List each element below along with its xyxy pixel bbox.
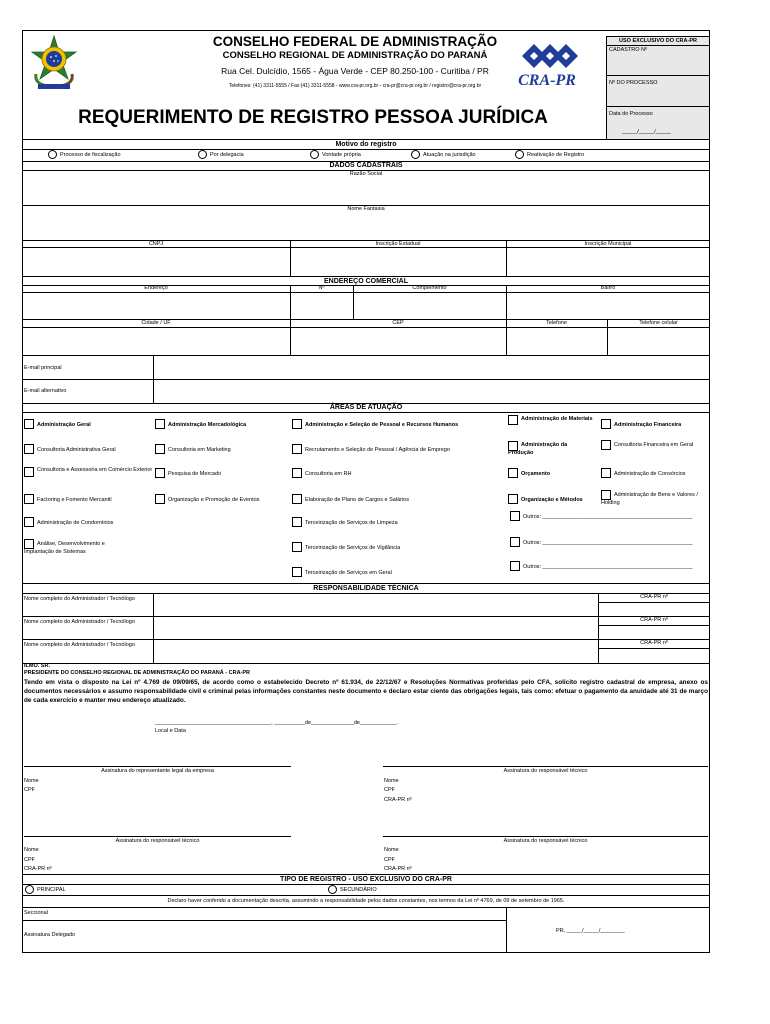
cadastro-label: CADASTRO Nº — [609, 47, 648, 53]
cep-label: CEP — [392, 320, 404, 326]
radio-principal[interactable] — [25, 885, 34, 894]
area-label: Administração Financeira — [614, 422, 682, 428]
motivo-option-label: Por delegacia — [210, 152, 244, 158]
endereco-title: ENDEREÇO COMERCIAL — [323, 278, 408, 285]
radio-reativacao-registro[interactable] — [515, 150, 524, 159]
local-data-line[interactable]: ______________________________________, __________de______________de____________. — [155, 720, 399, 726]
area-label: Consultoria Administrativa Geral — [37, 447, 116, 453]
resp-cra-label-3: CRA-PR nº — [640, 640, 668, 646]
resp-cra-label-1: CRA-PR nº — [640, 594, 668, 600]
dados-cadastrais-title: DADOS CADASTRAIS — [329, 162, 403, 169]
radio-atuacao-jurisdicao[interactable] — [411, 150, 420, 159]
bairro-label: Bairro — [600, 285, 616, 291]
checkbox-orcamento[interactable] — [508, 468, 518, 478]
declaracao-texto: Tendo em vista o disposto na Lei nº 4.769 de 09/09/65, de acordo como o estabelecido Decreto nº 61.934, de 22/12/67 e Resoluções Normativas proferidas pelo CFA, solicito registro cadastral de empresa, anexo os documentos necessários e assumo responsabilidade civil e criminal pelas informações constantes neste documento e declaro estar ciente das obrigações legais, tais como: efetuar o pagamento da anuidade até 31 de março de cada exercício e manter meu endereço atualizado. — [24, 679, 708, 704]
area-label: Orçamento — [521, 471, 551, 477]
motivo-option-label: Reativação de Registro — [527, 152, 585, 158]
bairro-field[interactable] — [507, 293, 710, 319]
area-label: Consultoria em Marketing — [168, 447, 231, 453]
outros-field-1[interactable]: Outros: _________________________________________________ — [523, 514, 693, 520]
area-label: Consultoria em RH — [305, 471, 352, 477]
rep-legal-label: Assinatura do representante legal da empresa — [101, 768, 214, 774]
resp-nome-field-1[interactable] — [154, 594, 598, 616]
inscricao-estadual-field[interactable] — [291, 248, 506, 276]
checkbox-financeira[interactable] — [601, 419, 611, 429]
complemento-field[interactable] — [354, 293, 506, 319]
motivo-option-label: Atuação na jurisdição — [423, 152, 476, 158]
resp-nome-label-2: Nome completo do Administrador / Tecnólogo — [24, 619, 135, 625]
checkbox-recrutamento[interactable] — [292, 444, 302, 454]
checkbox-promocao-eventos[interactable] — [155, 494, 165, 504]
email-principal-label: E-mail principal — [24, 365, 62, 371]
checkbox-administracao-geral[interactable] — [24, 419, 34, 429]
email-principal-field[interactable] — [154, 356, 710, 379]
secundario-label: SECUNDÁRIO — [340, 887, 377, 893]
razao-social-field[interactable] — [22, 178, 710, 205]
resp-nome-field-3[interactable] — [154, 640, 598, 663]
header-contacts: Telefones: (41) 3311-5555 / Fax:(41) 3311-5558 - www.cra-pr.org.br - cra-pr@cra-pr.org.br / registro@cra-pr.org.br — [228, 83, 482, 89]
checkbox-outros-2[interactable] — [510, 537, 520, 547]
endereco-field[interactable] — [22, 293, 290, 319]
area-label: Pesquisa de Mercado — [168, 471, 222, 477]
area-label: Consultoria Financeira em Geral — [614, 442, 694, 448]
numero-label: Nº — [318, 285, 325, 291]
nome-label-3: Nome — [24, 847, 39, 853]
razao-social-label: Razão Social — [349, 171, 383, 177]
area-label: Administração de Bens e Valores / Holding — [601, 492, 698, 506]
nome-fantasia-field[interactable] — [22, 213, 710, 240]
checkbox-outros-3[interactable] — [510, 561, 520, 571]
area-label: Administração e Seleção de Pessoal e Recursos Humanos — [305, 422, 459, 428]
outros-field-2[interactable]: Outros: _________________________________________________ — [523, 540, 693, 546]
checkbox-consultoria-rh[interactable] — [292, 468, 302, 478]
telefone-label: Telefone — [546, 320, 567, 326]
checkbox-organizacao-metodos[interactable] — [508, 494, 518, 504]
motivo-option-label: Vontade própria — [322, 152, 361, 158]
data-processo-blank[interactable]: _____/_____/_____ — [622, 129, 671, 135]
email-alternativo-label: E-mail alternativo — [24, 388, 67, 394]
resp-tecnico-label-1: Assinatura do responsável técnico — [503, 768, 588, 774]
resp-nome-field-2[interactable] — [154, 617, 598, 639]
seccional-label: Seccional — [24, 910, 48, 916]
checkbox-recursos-humanos[interactable] — [292, 419, 302, 429]
inscricao-municipal-field[interactable] — [507, 248, 710, 276]
area-label: Terceirização de Serviços de Limpeza — [305, 520, 398, 526]
checkbox-factoring[interactable] — [24, 494, 34, 504]
brasao-logo — [28, 34, 80, 92]
area-label: Terceirização de Serviços de Vigilância — [305, 545, 401, 551]
cra-label-2: CRA-PR nº — [384, 797, 412, 803]
pr-date-field[interactable]: PR, _____/_____/________ — [556, 928, 625, 934]
signature-line-resp-tecnico-3 — [383, 836, 708, 837]
resp-nome-label-1: Nome completo do Administrador / Tecnólogo — [24, 596, 135, 602]
cpf-label-1: CPF — [24, 787, 35, 793]
checkbox-condominios[interactable] — [24, 517, 34, 527]
cpf-label-2: CPF — [384, 787, 395, 793]
cpf-label-4: CPF — [384, 857, 395, 863]
area-label: Recrutamento e Seleção de Pessoal / Agência de Emprego — [305, 447, 450, 453]
signature-line-rep-legal — [24, 766, 291, 767]
header-subtitle: CONSELHO REGIONAL DE ADMINISTRAÇÃO DO PARANÁ — [222, 50, 488, 61]
signature-line-resp-tecnico-1 — [383, 766, 708, 767]
area-label: Organização e Métodos — [521, 497, 583, 503]
resp-tecnico-label-2: Assinatura do responsável técnico — [115, 838, 200, 844]
area-label: Organização e Promoção de Eventos — [168, 497, 260, 503]
endereco-label: Endereço — [144, 285, 168, 291]
motivo-option-label: Processo de fiscalização — [60, 152, 121, 158]
ilmo-label: ILMO. SR. — [24, 663, 50, 669]
checkbox-mercadologica[interactable] — [155, 419, 165, 429]
area-label: Administração da Produção — [508, 442, 568, 456]
checkbox-outros-1[interactable] — [510, 511, 520, 521]
cpf-label-3: CPF — [24, 857, 35, 863]
outros-field-3[interactable]: Outros: _________________________________________________ — [523, 564, 693, 570]
cra-pr-logo-text: CRA-PR — [518, 72, 576, 89]
checkbox-pesquisa-mercado[interactable] — [155, 468, 165, 478]
radio-por-delegacia[interactable] — [198, 150, 207, 159]
data-processo-label: Data do Processo — [609, 111, 653, 117]
header-address: Rua Cel. Dulcídio, 1565 - Água Verde - CEP 80.250-100 - Curitiba / PR — [221, 66, 489, 76]
radio-secundario[interactable] — [328, 885, 337, 894]
nome-fantasia-label: Nome Fantasia — [347, 206, 385, 212]
area-label: Administração Geral — [37, 422, 91, 428]
complemento-label: Complemento — [412, 285, 447, 291]
cep-field[interactable] — [291, 328, 506, 355]
checkbox-terceirizacao-vigilancia[interactable] — [292, 542, 302, 552]
cra-label-3: CRA-PR nº — [24, 866, 52, 872]
telefone-field[interactable] — [507, 328, 607, 355]
cra-label-4: CRA-PR nº — [384, 866, 412, 872]
checkbox-plano-cargos[interactable] — [292, 494, 302, 504]
email-alternativo-field[interactable] — [154, 380, 710, 403]
resp-cra-label-2: CRA-PR nº — [640, 617, 668, 623]
checkbox-consultoria-marketing[interactable] — [155, 444, 165, 454]
checkbox-terceirizacao-limpeza[interactable] — [292, 517, 302, 527]
areas-title: ÁREAS DE ATUAÇÃO — [329, 404, 403, 411]
header-title: CONSELHO FEDERAL DE ADMINISTRAÇÃO — [212, 34, 498, 49]
motivo-title: Motivo do registro — [335, 141, 397, 148]
inscricao-municipal-label: Inscrição Municipal — [584, 241, 632, 247]
principal-label: PRINCIPAL — [37, 887, 66, 893]
resp-tecnico-label-3: Assinatura do responsável técnico — [503, 838, 588, 844]
radio-processo-fiscalizacao[interactable] — [48, 150, 57, 159]
nome-label-4: Nome — [384, 847, 399, 853]
declaro-text: Declaro haver conferido a documentação descrita, assumindo a responsabilidade pelos dados constantes, nos termos da Lei nº 4769, de 09 de setembro de 1965. — [167, 898, 565, 904]
signature-line-resp-tecnico-2 — [24, 836, 291, 837]
cidade-field[interactable] — [22, 328, 290, 355]
area-label: Administração de Condomínios — [37, 520, 114, 526]
area-label: Administração Mercadológica — [168, 422, 247, 428]
area-label: Administração de Consórcios — [614, 471, 686, 477]
radio-vontade-propria[interactable] — [310, 150, 319, 159]
area-label: Terceirização de Serviços em Geral — [305, 570, 392, 576]
cnpj-field[interactable] — [22, 248, 290, 276]
form-title: REQUERIMENTO DE REGISTRO PESSOA JURÍDICA — [78, 107, 548, 128]
area-label: Administração de Materiais — [521, 416, 593, 422]
uso-exclusivo-title: USO EXCLUSIVO DO CRA-PR — [619, 38, 697, 44]
area-label: Factoring e Fomento Mercantil — [37, 497, 112, 503]
area-label: Elaboração de Plano de Cargos e Salários — [305, 497, 409, 503]
numero-field[interactable] — [291, 293, 353, 319]
nome-label-2: Nome — [384, 778, 399, 784]
area-label: Consultoria e Assessoria em Comércio Exterior — [37, 467, 153, 473]
assinatura-delegado-label: Assinatura Delegado — [24, 932, 76, 938]
inscricao-estadual-label: Inscrição Estadual — [375, 241, 421, 247]
celular-field[interactable] — [608, 328, 710, 355]
presidente-label: PRESIDENTE DO CONSELHO REGIONAL DE ADMINISTRAÇÃO DO PARANÁ - CRA-PR — [24, 670, 251, 676]
tipo-registro-title: TIPO DE REGISTRO - USO EXCLUSIVO DO CRA-PR — [280, 876, 452, 883]
celular-label: Telefone celular — [639, 320, 678, 326]
cnpj-label: CNPJ — [148, 241, 164, 247]
cidade-label: Cidade / UF — [141, 320, 171, 326]
processo-label: Nº DO PROCESSO — [609, 80, 658, 86]
local-data-label: Local e Data — [155, 728, 186, 734]
checkbox-consorcios[interactable] — [601, 468, 611, 478]
nome-label-1: Nome — [24, 778, 39, 784]
resp-nome-label-3: Nome completo do Administrador / Tecnólogo — [24, 642, 135, 648]
responsabilidade-title: RESPONSABILIDADE TÉCNICA — [313, 585, 419, 592]
checkbox-terceirizacao-geral[interactable] — [292, 567, 302, 577]
cra-pr-logo — [512, 38, 582, 94]
area-label: Análise, Desenvolvimento e Implantação de Sistemas — [24, 541, 105, 555]
checkbox-consultoria-administrativa[interactable] — [24, 444, 34, 454]
